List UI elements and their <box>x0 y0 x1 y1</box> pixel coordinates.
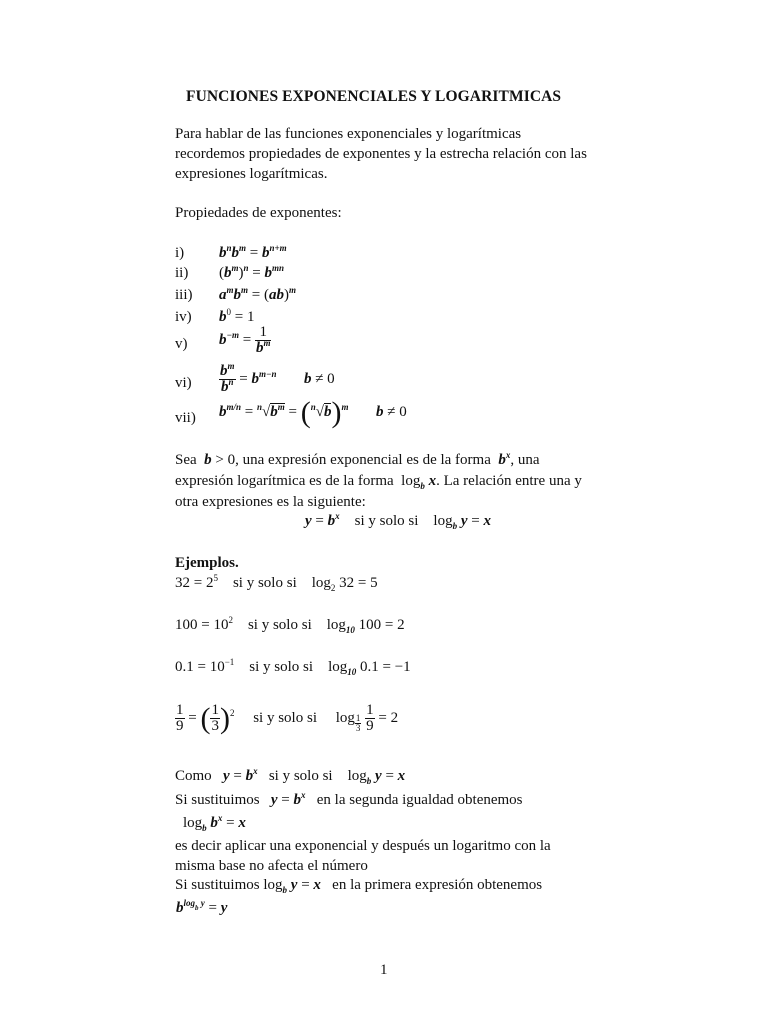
como-line: Como $y = b^x$ si y solo si $\log_b y = x$ <box>175 766 406 786</box>
text: Si sustituimos <box>175 877 260 893</box>
log-text: log <box>326 617 346 633</box>
example-row: $\frac{1}{9}$ = ( $\frac{1}{3}$ )$^2$ si y solo si log $_{\frac{1}{3}}$ $\frac{1}{9}$ = 2 <box>176 701 399 735</box>
properties-heading: Propiedades de exponentes: <box>175 205 342 221</box>
log-text: log <box>433 513 453 529</box>
log-text: log <box>347 768 367 784</box>
text: Como <box>175 768 212 784</box>
formula-zero-exponent: $b^0 = 1$ <box>219 307 255 325</box>
iff-text: si y solo si <box>253 709 317 726</box>
example-lhs: 32 = 2 <box>175 575 214 591</box>
intro-line: Para hablar de las funciones exponenciales y logarítmicas <box>175 126 522 142</box>
iff-text: si y solo si <box>232 575 297 591</box>
example-row <box>175 617 405 634</box>
log-of-exp-formula: $\log_b b^x = x$ <box>183 813 246 833</box>
log-text: log <box>401 473 421 489</box>
iff-text: si y solo si <box>268 768 333 784</box>
log-text: log <box>183 815 203 831</box>
property-label: iv) <box>175 309 192 325</box>
property-label: vii) <box>175 410 196 426</box>
formula-fractional-exponent: $b^{m/n} = ^n√b^m = (^n√b)^m$ b ≠ 0 <box>219 396 407 429</box>
formula-negative-exponent: $b^{-m}$ = $\frac{1}{b^m}$ <box>219 324 271 356</box>
property-label: iii) <box>175 287 193 303</box>
example-row <box>175 575 378 592</box>
example-row <box>175 659 411 676</box>
example-rhs: 100 = 2 <box>358 617 405 633</box>
sustituimos-line-1: Si sustituimos $y = b^x$ en la segunda igualdad obtenemos <box>175 790 523 808</box>
iff-text: si y solo si <box>247 617 312 633</box>
intro-line: recordemos propiedades de exponentes y la estrecha relación con las <box>175 146 587 162</box>
text: en la segunda igualdad obtenemos <box>316 792 523 808</box>
text: > 0 <box>215 452 236 468</box>
log-text: log <box>183 898 196 908</box>
intro-line: expresiones logarítmicas. <box>175 166 328 182</box>
log-text: log <box>263 877 283 893</box>
text: expresión logarítmica es de la forma <box>175 473 394 489</box>
iff-text: si y solo si <box>354 513 419 529</box>
example-rhs: 0.1 = −1 <box>359 659 411 675</box>
example-exponent: 5 <box>213 573 218 583</box>
intro-paragraph <box>175 124 587 184</box>
definition-line-2: expresión logarítmica es de la forma $\log_b x$. La relación entre una y <box>175 473 582 491</box>
log-text: log <box>328 659 348 675</box>
formula-power-rule: $(b^m)^n = b^{mn}$ <box>219 263 285 281</box>
example-rhs: 32 = 5 <box>339 575 378 591</box>
formula-product-rule: $b^nb^m = b^{n+m}$ <box>219 243 287 261</box>
log-text: log <box>335 709 355 726</box>
log-base: 2 <box>330 583 336 593</box>
text: Si sustituimos <box>175 792 260 808</box>
decir-paragraph <box>175 836 551 876</box>
log-base: 10 <box>345 625 355 635</box>
property-label: v) <box>175 336 188 352</box>
log-text: log <box>311 575 331 591</box>
decir-line: misma base no afecta el número <box>175 858 368 874</box>
iff-text: si y solo si <box>249 659 314 675</box>
text: , una expresión exponencial es de la forma <box>235 452 491 468</box>
relation-formula: $y = b^x$ si y solo si $\log_b y = x$ <box>305 511 491 531</box>
decir-line: es decir aplicar una exponencial y después un logaritmo con la <box>175 838 551 854</box>
text: . La relación entre una y <box>436 473 582 489</box>
example-exponent: −1 <box>224 657 235 667</box>
page-title: FUNCIONES EXPONENCIALES Y LOGARITMICAS <box>186 88 562 105</box>
definition-line-1: Sea b > 0, una expresión exponencial es de la forma $b^x$, una <box>175 450 540 468</box>
property-label: vi) <box>175 375 192 391</box>
formula-product-power: $a^mb^m = (ab)^m$ <box>219 285 297 303</box>
example-exponent: 2 <box>228 615 233 625</box>
text: , una <box>510 452 540 468</box>
property-label: i) <box>175 245 185 261</box>
text: Sea <box>175 452 201 468</box>
page-number: 1 <box>380 962 388 978</box>
log-base: 10 <box>347 667 357 677</box>
definition-line-3: otra expresiones es la siguiente: <box>175 494 366 510</box>
neq-zero: ≠ 0 <box>387 404 407 420</box>
example-lhs: 100 = 10 <box>175 617 229 633</box>
text: en la primera expresión obtenemos <box>332 877 543 893</box>
examples-heading: Ejemplos. <box>175 555 239 571</box>
exp-of-log-formula: $b^{log_b y} = y$ <box>176 898 228 916</box>
formula-quotient-rule: $\frac{b^m}{b^n}$ = $b^{m-n}$ b ≠ 0 <box>220 361 335 395</box>
example-lhs: 0.1 = 10 <box>175 659 225 675</box>
property-label: ii) <box>175 265 189 281</box>
sustituimos-line-2: Si sustituimos $\log_b y = x$ en la primera expresión obtenemos <box>175 877 543 895</box>
neq-zero: ≠ 0 <box>315 370 335 387</box>
